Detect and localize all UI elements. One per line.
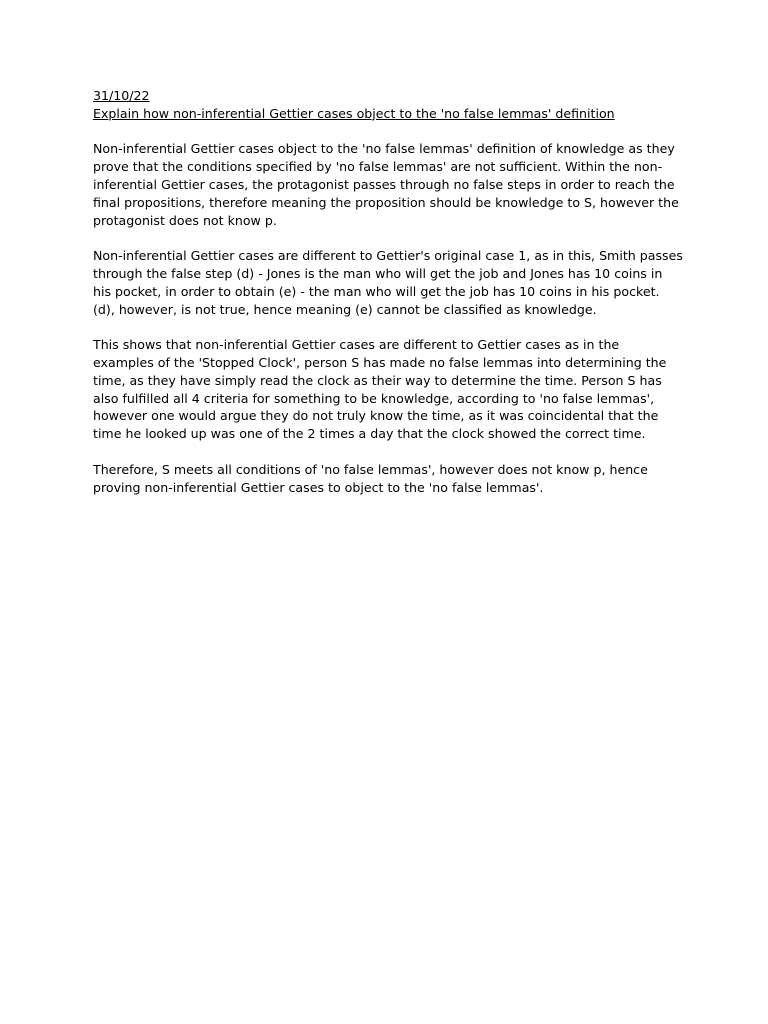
document-date: 31/10/22	[93, 88, 150, 103]
paragraph-2: Non-inferential Gettier cases are different to Gettier's original case 1, as in this, Smith passes through the false step (d) - Jones is the man who will get the job and Jones has 10 coins in his pocket, in order to obtain (e) - the man who will get the job has 10 coins in his pocket. (d), however, is not true, hence meaning (e) cannot be classified as knowledge.	[93, 248, 683, 317]
paragraph-1: Non-inferential Gettier cases object to the 'no false lemmas' definition of knowledge as they prove that the conditions specified by 'no false lemmas' are not sufficient. Within the non-inferential Gettier cases, the protagonist passes through no false steps in order to reach the final propositions, therefore meaning the proposition should be knowledge to S, however the protagonist does not know p.	[93, 141, 679, 228]
paragraph-4: Therefore, S meets all conditions of 'no false lemmas', however does not know p, hence proving non-inferential Gettier cases to object to the 'no false lemmas'.	[93, 461, 648, 495]
paragraph-3: This shows that non-inferential Gettier cases are different to Gettier cases as in the examples of the 'Stopped Clock', person S has made no false lemmas into determining the time, as they have simply read the clock as their way to determine the time. Person S has also fulfilled all 4 criteria for something to be knowledge, according to 'no false lemmas', however one would argue they do not truly know the time, as it was coincidental that the time he looked up was one of the 2 times a day that the clock showed the correct time.	[93, 337, 667, 442]
document-body	[93, 87, 683, 496]
document-heading: Explain how non-inferential Gettier cases object to the 'no false lemmas' definition	[93, 105, 615, 121]
